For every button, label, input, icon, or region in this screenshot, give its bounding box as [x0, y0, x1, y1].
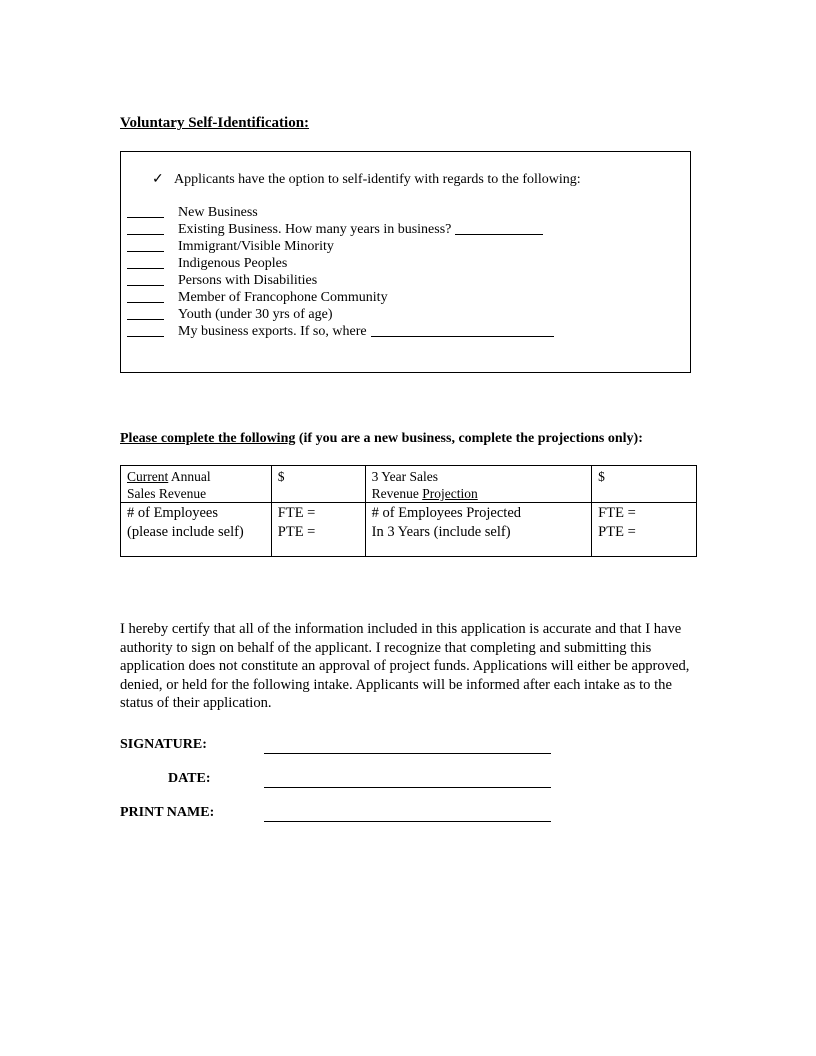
certification-paragraph: I hereby certify that all of the information included in this application is accurate and that I have authority to sign on behalf of the applicant. I recognize that completing and submitting this application does not constitute an approval of project funds. Applications will either be approved, denied, or held for the following intake. Applicants will be informed after each intake as to the status of their application. — [120, 621, 690, 712]
current-employees-field[interactable]: FTE = PTE = — [271, 503, 365, 557]
print-name-label: PRINT NAME: — [120, 805, 215, 820]
option-blank[interactable] — [127, 204, 164, 218]
option-youth — [127, 306, 333, 323]
years-in-business-blank[interactable] — [455, 221, 543, 235]
option-business-exports — [127, 323, 367, 340]
table-row-sales — [121, 466, 697, 503]
option-immigrant-visible-minority — [127, 238, 334, 255]
signature-line[interactable] — [264, 753, 551, 754]
option-label: Indigenous Peoples — [178, 256, 288, 271]
option-blank[interactable] — [127, 323, 164, 337]
intro-text: Applicants have the option to self-identify with regards to the following: — [174, 172, 581, 187]
signature-label: SIGNATURE: — [120, 737, 207, 752]
projections-heading-main: Please complete the following — [120, 431, 296, 446]
option-existing-business — [127, 221, 452, 238]
option-blank[interactable] — [127, 306, 164, 320]
date-label: DATE: — [168, 771, 211, 786]
checkmark-icon: ✓ — [152, 172, 164, 187]
projected-sales-revenue-label: 3 Year Sales Revenue Projection — [365, 466, 592, 503]
current-sales-revenue-field[interactable]: $ — [271, 466, 365, 503]
option-label: Member of Francophone Community — [178, 290, 388, 305]
projections-heading-note: (if you are a new business, complete the projections only): — [295, 431, 643, 446]
table-row-employees — [121, 503, 697, 557]
option-francophone-community — [127, 289, 388, 306]
option-blank[interactable] — [127, 238, 164, 252]
projected-employees-field[interactable]: FTE = PTE = — [592, 503, 697, 557]
option-label: Existing Business. How many years in business? — [178, 222, 452, 237]
option-persons-with-disabilities — [127, 272, 318, 289]
self-identification-intro — [152, 171, 581, 188]
date-line[interactable] — [264, 787, 551, 788]
option-indigenous-peoples — [127, 255, 288, 272]
option-label: New Business — [178, 205, 258, 220]
self-identification-heading: Voluntary Self-Identification: — [120, 115, 310, 131]
projections-table — [120, 465, 697, 557]
option-blank[interactable] — [127, 289, 164, 303]
projections-heading — [120, 431, 643, 447]
current-sales-revenue-label: Current Annual Sales Revenue — [121, 466, 272, 503]
export-destination-blank[interactable] — [371, 323, 554, 337]
projected-employees-label: # of Employees Projected In 3 Years (include self) — [365, 503, 592, 557]
option-label: Youth (under 30 yrs of age) — [178, 307, 333, 322]
print-name-line[interactable] — [264, 821, 551, 822]
option-label: Persons with Disabilities — [178, 273, 318, 288]
option-blank[interactable] — [127, 272, 164, 286]
projected-sales-revenue-field[interactable]: $ — [592, 466, 697, 503]
option-blank[interactable] — [127, 255, 164, 269]
option-blank[interactable] — [127, 221, 164, 235]
option-label: Immigrant/Visible Minority — [178, 239, 334, 254]
option-new-business — [127, 204, 258, 221]
option-label: My business exports. If so, where — [178, 324, 367, 339]
current-employees-label: # of Employees (please include self) — [121, 503, 272, 557]
